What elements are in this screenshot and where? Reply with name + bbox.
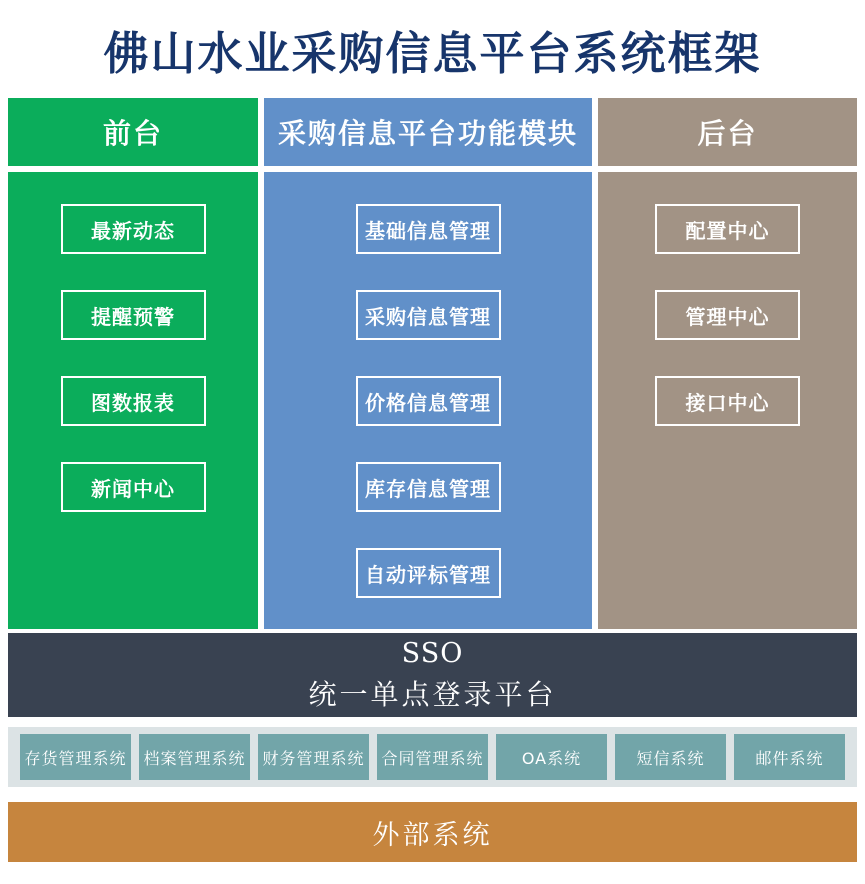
backend-header: 后台 [598, 98, 857, 166]
sso-bar [8, 633, 857, 717]
sso-platform-label: 统一单点登录平台 [308, 677, 557, 711]
frontend-item-news-center: 新闻中心 [61, 462, 206, 512]
module-auto-bid-evaluation: 自动评标管理 [356, 548, 501, 598]
backend-item-config-center: 配置中心 [655, 204, 800, 254]
system-archive-mgmt: 档案管理系统 [139, 734, 250, 780]
module-basic-info: 基础信息管理 [356, 204, 501, 254]
page-title: 佛山水业采购信息平台系统框架 [103, 26, 762, 80]
system-sms: 短信系统 [615, 734, 726, 780]
module-inventory-info: 库存信息管理 [356, 462, 501, 512]
frontend-item-reports: 图数报表 [61, 376, 206, 426]
external-systems-bar: 外部系统 [8, 802, 857, 862]
frontend-header: 前台 [8, 98, 258, 166]
module-price-info: 价格信息管理 [356, 376, 501, 426]
column-modules [264, 98, 592, 629]
system-finance-mgmt: 财务管理系统 [258, 734, 369, 780]
system-oa: OA系统 [496, 734, 607, 780]
frontend-item-latest-news: 最新动态 [61, 204, 206, 254]
column-frontend [8, 98, 258, 629]
backend-item-interface-center: 接口中心 [655, 376, 800, 426]
modules-body [264, 172, 592, 629]
column-backend [598, 98, 857, 629]
backend-body [598, 172, 857, 629]
columns-region [8, 98, 857, 629]
system-mail: 邮件系统 [734, 734, 845, 780]
system-inventory-mgmt: 存货管理系统 [20, 734, 131, 780]
backend-item-management-center: 管理中心 [655, 290, 800, 340]
external-systems-strip [8, 727, 857, 787]
frontend-body [8, 172, 258, 629]
system-contract-mgmt: 合同管理系统 [377, 734, 488, 780]
sso-label: SSO [401, 637, 464, 669]
module-procurement-info: 采购信息管理 [356, 290, 501, 340]
modules-header: 采购信息平台功能模块 [264, 98, 592, 166]
frontend-item-alerts: 提醒预警 [61, 290, 206, 340]
